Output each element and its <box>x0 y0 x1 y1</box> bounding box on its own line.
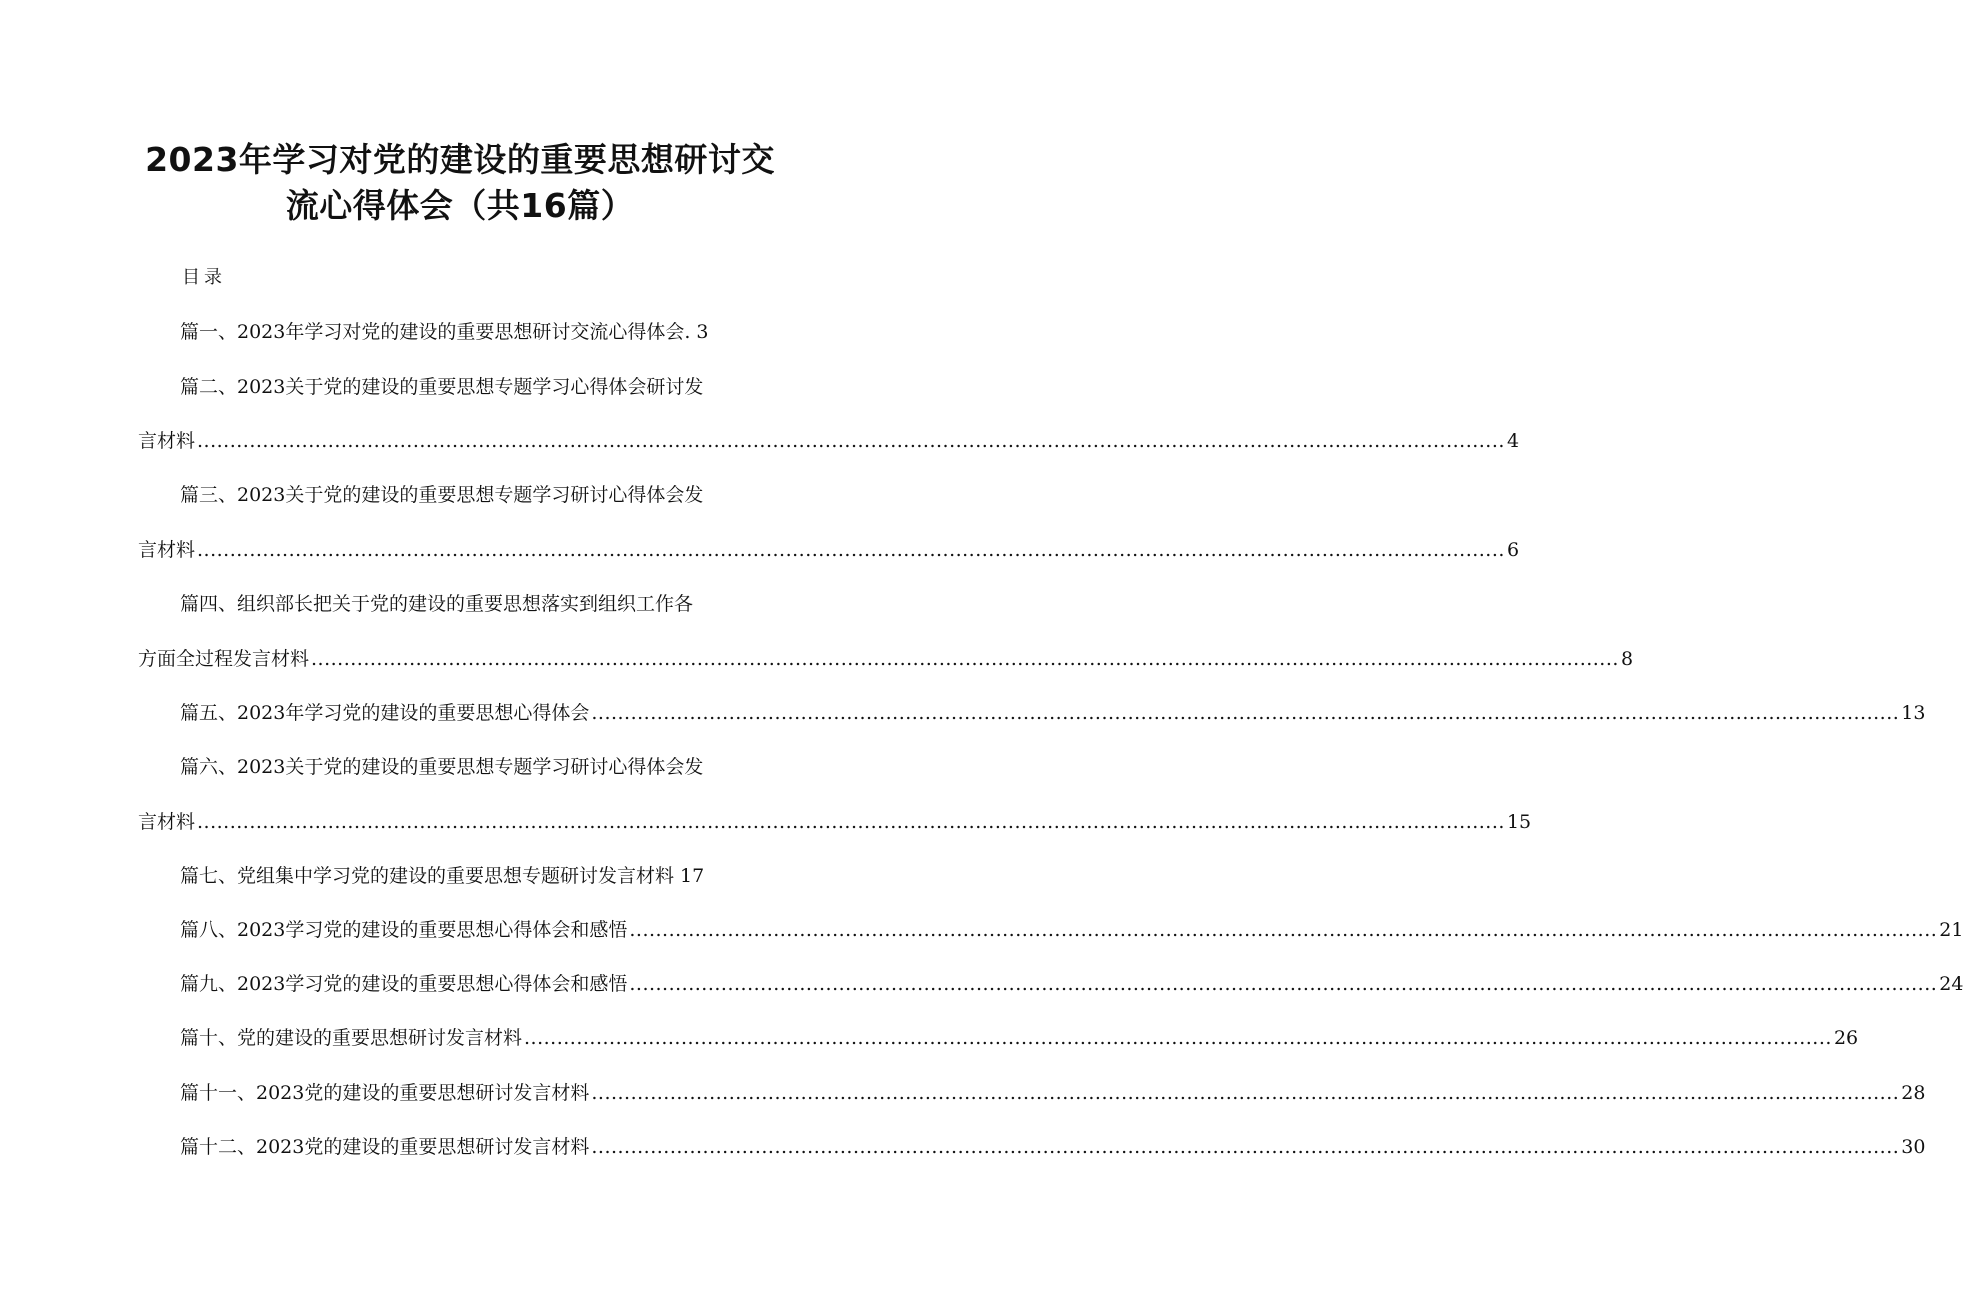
toc-entry-text: 篇九、2023学习党的建设的重要思想心得体会和感悟 <box>180 973 628 995</box>
leader-dots: ........................................................................................................................................................................................................ <box>591 702 1900 724</box>
toc-entry-8[interactable] <box>180 916 1963 944</box>
leader-dots: ........................................................................................................................................................................................................ <box>591 1082 1900 1104</box>
toc-entry-text: 言材料 <box>138 811 196 833</box>
toc-page-number: 21 <box>1939 919 1963 941</box>
toc-entry-2-continuation[interactable] <box>138 427 1520 455</box>
leader-dots: ........................................................................................................................................................................................................ <box>629 919 1938 941</box>
leader-dots: ........................................................................................................................................................................................................ <box>197 430 1505 452</box>
toc-entry-9[interactable] <box>180 970 1963 998</box>
leader-dots: ........................................................................................................................................................................................................ <box>197 811 1505 833</box>
leader-dots: ........................................................................................................................................................................................................ <box>197 539 1505 561</box>
toc-entry-5[interactable] <box>180 699 1926 727</box>
toc-entry-4-continuation[interactable] <box>138 645 1634 673</box>
toc-entry-text: 篇十二、2023党的建设的重要思想研讨发言材料 <box>180 1136 590 1158</box>
toc-entry-text: 方面全过程发言材料 <box>138 648 310 670</box>
toc-entry-6[interactable]: 篇六、2023关于党的建设的重要思想专题学习研讨心得体会发 <box>180 756 704 778</box>
toc-entry-3-continuation[interactable] <box>138 536 1520 564</box>
toc-entry-text: 篇十、党的建设的重要思想研讨发言材料 <box>180 1027 523 1049</box>
toc-page-number: 15 <box>1506 811 1532 833</box>
leader-dots: ........................................................................................................................................................................................................ <box>629 973 1938 995</box>
toc-entry-text: 篇八、2023学习党的建设的重要思想心得体会和感悟 <box>180 919 628 941</box>
toc-entry-12[interactable] <box>180 1133 1926 1161</box>
toc-entry-10[interactable] <box>180 1024 1859 1052</box>
toc-entry-6-continuation[interactable] <box>138 808 1532 836</box>
toc-entry-text: 言材料 <box>138 430 196 452</box>
toc-page-number: 24 <box>1939 973 1963 995</box>
document-title-line-2: 流心得体会（共16篇） <box>285 186 635 225</box>
toc-entry-text: 言材料 <box>138 539 196 561</box>
toc-heading: 目录 <box>182 267 226 288</box>
toc-entry-text: 篇五、2023年学习党的建设的重要思想心得体会 <box>180 702 590 724</box>
leader-dots: ........................................................................................................................................................................................................ <box>524 1027 1832 1049</box>
toc-page-number: 4 <box>1506 430 1520 452</box>
toc-entry-11[interactable] <box>180 1079 1926 1107</box>
toc-page-number: 6 <box>1506 539 1520 561</box>
toc-entry-2[interactable]: 篇二、2023关于党的建设的重要思想专题学习心得体会研讨发 <box>180 376 704 398</box>
toc-page-number: 30 <box>1901 1136 1926 1158</box>
toc-entry-7[interactable]: 篇七、党组集中学习党的建设的重要思想专题研讨发言材料 17 <box>180 865 705 887</box>
toc-entry-text: 篇十一、2023党的建设的重要思想研讨发言材料 <box>180 1082 590 1104</box>
toc-entry-1[interactable]: 篇一、2023年学习对党的建设的重要思想研讨交流心得体会. 3 <box>180 321 709 343</box>
toc-entry-4[interactable]: 篇四、组织部长把关于党的建设的重要思想落实到组织工作各 <box>180 593 694 615</box>
toc-page-number: 26 <box>1833 1027 1859 1049</box>
toc-entry-3[interactable]: 篇三、2023关于党的建设的重要思想专题学习研讨心得体会发 <box>180 484 704 506</box>
leader-dots: ........................................................................................................................................................................................................ <box>311 648 1619 670</box>
document-title-line-1: 2023年学习对党的建设的重要思想研讨交 <box>145 140 775 179</box>
toc-page-number: 28 <box>1901 1082 1926 1104</box>
leader-dots: ........................................................................................................................................................................................................ <box>591 1136 1900 1158</box>
toc-page-number: 8 <box>1620 648 1634 670</box>
toc-page-number: 13 <box>1901 702 1926 724</box>
